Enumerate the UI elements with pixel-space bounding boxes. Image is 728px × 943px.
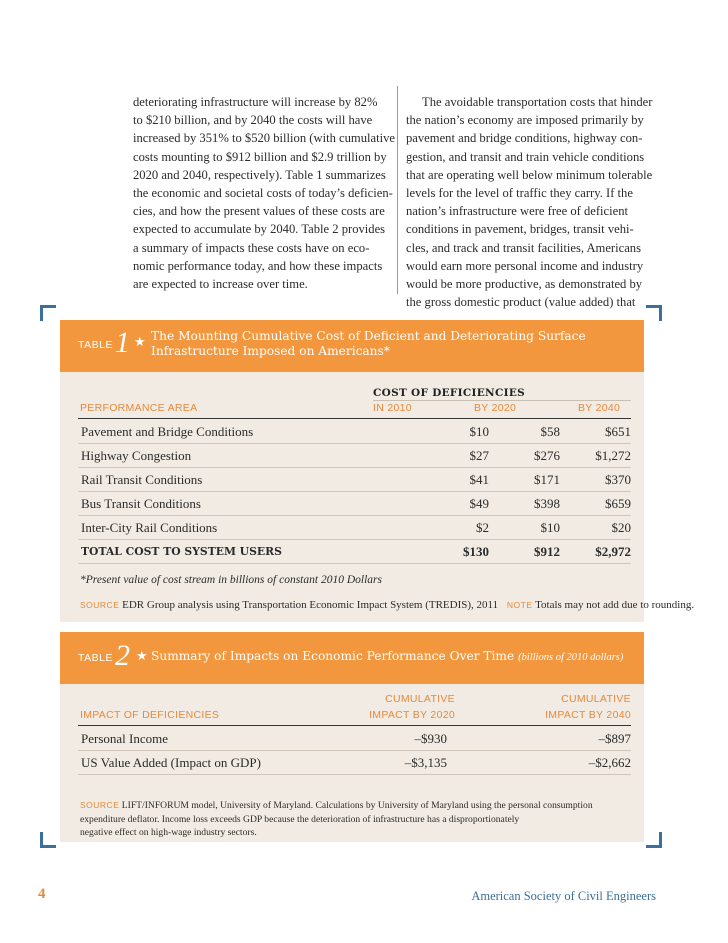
col-2040-bottom: IMPACT BY 2040 [545,709,631,721]
table1-header [60,320,644,372]
star-icon: ★ [136,648,148,663]
frame-corner-top-right [646,305,662,321]
table1-title-line1: The Mounting Cumulative Cost of Deficient and Deteriorating Surface [151,329,586,343]
table1-title-line2: Infrastructure Imposed on Americans* [151,344,390,358]
right-line: nation’s infrastructure were free of deficient [406,204,629,219]
table1-source [80,598,694,613]
row-label: Highway Congestion [81,448,192,463]
value-2020: $276 [534,448,560,463]
row-label: Personal Income [81,731,169,746]
value-2040: $1,272 [595,448,631,463]
table-row [78,516,631,540]
value-2010: $27 [469,448,489,463]
value-2040: $20 [611,520,631,535]
left-line: a summary of impacts these costs have on eco- [133,240,370,255]
row-label: US Value Added (Impact on GDP) [81,755,261,770]
left-line: increased by 351% to $520 billion (with cumulative [133,131,395,146]
frame-corner-top-left [40,305,56,321]
col-2020-bottom: IMPACT BY 2020 [369,709,455,721]
value-2020: $10 [540,520,560,535]
right-line: the nation’s economy are imposed primarily by [406,113,644,128]
table2-source-line1 [80,799,630,813]
left-line: expected to accumulate by 2040. Table 2 provides [133,222,386,237]
value-2040: –$897 [598,731,631,746]
total-label: TOTAL COST TO SYSTEM USERS [81,545,282,558]
right-line: levels for the level of traffic they carry. If the [406,186,633,201]
left-line: deteriorating infrastructure will increase by 82% [133,95,378,109]
value-2010: $2 [476,520,489,535]
table1-title [151,329,636,359]
left-line: are expected to increase over time. [133,277,308,292]
table-row [78,727,631,751]
right-line: would earn more personal income and industry [406,258,644,273]
header-rule [78,418,631,419]
col-2040: BY 2040 [578,402,621,414]
table-row [78,420,631,444]
total-2020: $912 [534,544,560,559]
table-row [78,751,631,775]
frame-corner-bottom-left [40,832,56,848]
table1-footnote: *Present value of cost stream in billions of constant 2010 Dollars [80,574,382,586]
col-2040-top: CUMULATIVE [561,693,631,705]
table2-subtitle: (billions of 2010 dollars) [518,652,624,663]
source-text: LIFT/INFORUM model, University of Maryland. Calculations by University of Maryland using the personal consumption [121,800,593,811]
table1-group-header: COST OF DEFICIENCIES [373,387,526,399]
col-2010: IN 2010 [373,402,412,414]
row-label: Inter-City Rail Conditions [81,520,218,535]
source-tag: SOURCE [80,800,120,810]
note-text: Totals may not add due to rounding. [535,599,695,611]
total-row [78,540,631,564]
value-2040: –$2,662 [588,755,631,770]
value-2020: $171 [534,472,560,487]
left-line: cies, and how the present values of these costs are [133,204,385,219]
right-line: the gross domestic product (value added) that [406,295,636,310]
col-2020: BY 2020 [474,402,517,414]
table2-title [151,649,641,665]
value-2020: –$3,135 [404,755,447,770]
value-2040: $659 [605,496,631,511]
col-performance-area: PERFORMANCE AREA [80,402,198,414]
source-text: EDR Group analysis using Transportation Economic Impact System (TREDIS), 2011 [122,599,499,611]
value-2010: $41 [469,472,489,487]
star-icon: ★ [134,334,146,349]
right-line: conditions in pavement, bridges, transit vehi- [406,222,634,237]
right-column [406,93,661,311]
value-2010: $49 [469,496,489,511]
value-2020: –$930 [414,731,447,746]
row-label: Bus Transit Conditions [81,496,201,511]
col-2020-top: CUMULATIVE [385,693,455,705]
table1-number: 1 [115,326,130,359]
value-2010: $10 [469,424,489,439]
table2-source-line3: negative effect on high-wage industry sectors. [80,827,257,838]
table-row [78,444,631,468]
left-line: nomic performance today, and how these impacts [133,258,383,273]
table2-source-line2: expenditure deflator. Income loss exceeds GDP because the deterioration of infrastructure has a disproportionately [80,813,520,825]
left-line: the economic and societal costs of today’s deficien- [133,186,393,201]
row-label: Pavement and Bridge Conditions [81,424,254,439]
table2-header [60,632,644,684]
column-divider [397,86,398,294]
table2-title-text: Summary of Impacts on Economic Performance Over Time [151,649,515,663]
table2-word: TABLE [78,652,113,664]
table2-number: 2 [115,639,130,672]
page-number: 4 [38,886,46,902]
total-2010: $130 [463,544,489,559]
col-impact: IMPACT OF DEFICIENCIES [80,709,220,721]
value-2020: $398 [534,496,560,511]
left-line: to $210 billion, and by 2040 the costs will have [133,113,373,128]
header-rule [78,725,631,726]
right-line: pavement and bridge conditions, highway con- [406,131,643,146]
value-2020: $58 [540,424,560,439]
value-2040: $370 [605,472,631,487]
frame-corner-bottom-right [646,832,662,848]
table2-source [80,799,630,840]
publisher-footer: American Society of Civil Engineers [471,889,656,903]
right-line: that are operating well below minimum tolerable [406,167,653,182]
right-line: The avoidable transportation costs that hinder [422,95,653,109]
table-row [78,492,631,516]
source-tag: SOURCE [80,600,120,610]
right-line: cles, and track and transit facilities, Americans [406,240,641,255]
table-row [78,468,631,492]
group-underline [373,400,631,401]
total-2040: $2,972 [595,544,631,559]
table1-word: TABLE [78,339,113,351]
row-label: Rail Transit Conditions [81,472,203,487]
left-column [133,93,395,293]
right-line: would be more productive, as demonstrated by [406,277,643,292]
note-tag: NOTE [506,600,533,610]
left-line: 2020 and 2040, respectively). Table 1 summarizes [133,167,386,182]
left-line: costs mounting to $912 billion and $2.9 trillion by [133,149,387,164]
value-2040: $651 [605,424,631,439]
right-line: gestion, and transit and train vehicle conditions [406,149,645,164]
